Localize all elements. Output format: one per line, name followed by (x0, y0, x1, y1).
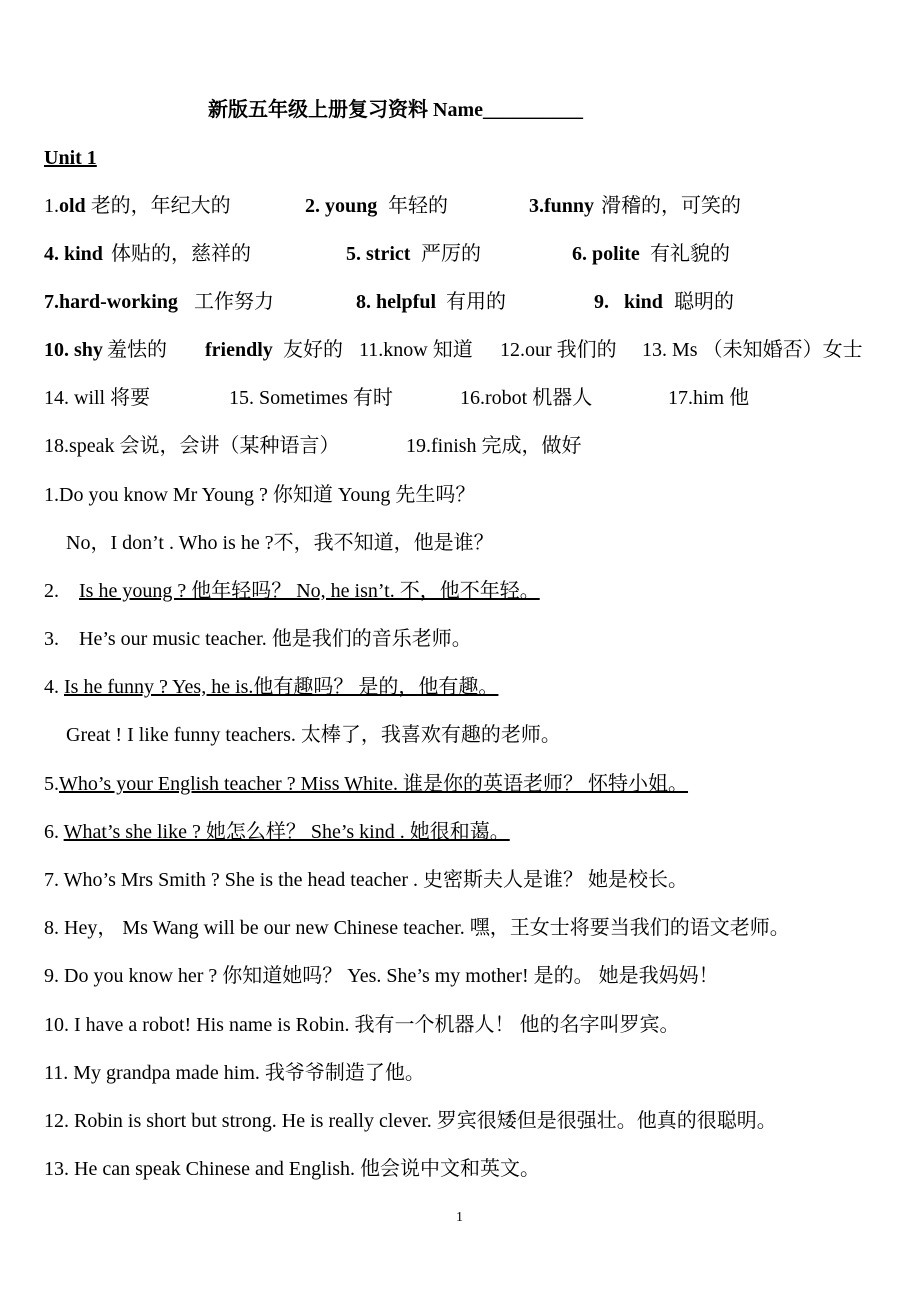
vocab-friendly-word: friendly (205, 339, 273, 361)
page-title: 新版五年级上册复习资料 Name__________ (208, 99, 583, 121)
sentence-2-text: Is he young ? 他年轻吗？ No, he isn’t. 不，他不年轻。 (79, 580, 540, 602)
sentence-6-text: What’s she like ? 她怎么样？ She’s kind . 她很和蔼。 (63, 821, 510, 843)
vocab-17: 17.him 他 (668, 387, 750, 409)
vocab-10-word: 10. shy (44, 339, 103, 361)
vocab-6-word: 6. polite (572, 243, 640, 265)
sentence-4-text: Is he funny ? Yes, he is.他有趣吗？ 是的，他有趣。 (64, 676, 499, 698)
sentence-5 (44, 771, 688, 797)
sentence-12: 12. Robin is short but strong. He is really clever. 罗宾很矮但是很强壮。他真的很聪明。 (44, 1110, 777, 1132)
sentence-4 (44, 674, 498, 700)
vocab-9-meaning: 聪明的 (674, 291, 734, 313)
vocab-19: 19.finish 完成，做好 (406, 435, 582, 457)
sentence-3-number: 3. (44, 628, 59, 650)
vocab-7-meaning: 工作努力 (194, 291, 274, 313)
sentence-13: 13. He can speak Chinese and English. 他会说中文和英文。 (44, 1158, 541, 1180)
sentence-7: 7. Who’s Mrs Smith ? She is the head teacher . 史密斯夫人是谁？ 她是校长。 (44, 869, 689, 891)
vocab-2-word: 2. young (305, 195, 378, 217)
sentence-4-number: 4. (44, 676, 64, 698)
unit-heading: Unit 1 (44, 147, 97, 169)
sentence-2-number: 2. (44, 580, 59, 602)
vocab-8-word: 8. helpful (356, 291, 437, 313)
vocab-10-meaning: 羞怯的 (107, 339, 167, 361)
sentence-11: 11. My grandpa made him. 我爷爷制造了他。 (44, 1062, 425, 1084)
sentence-6-number: 6. (44, 821, 64, 843)
sentence-1-reply: No，I don’t . Who is he ?不，我不知道，他是谁？ (66, 532, 494, 554)
vocab-11: 11.know 知道 (359, 339, 473, 361)
vocab-8-meaning: 有用的 (446, 291, 506, 313)
sentence-5-number: 5. (44, 773, 59, 795)
sentence-6 (44, 819, 510, 845)
vocab-1: 1.old 老的，年纪大的 (44, 195, 231, 217)
vocab-5-meaning: 严厉的 (421, 243, 481, 265)
vocab-13: 13. Ms （未知婚否）女士 (642, 339, 863, 361)
vocab-4-meaning: 体贴的，慈祥的 (111, 243, 251, 265)
vocab-12: 12.our 我们的 (500, 339, 617, 361)
sentence-3 (44, 626, 472, 652)
vocab-9-word: 9. kind (594, 291, 663, 313)
sentence-5-text: Who’s your English teacher ? Miss White. 谁是你的英语老师？ 怀特小姐。 (59, 773, 689, 795)
vocab-18: 18.speak 会说，会讲（某种语言） (44, 435, 340, 457)
vocab-6-meaning: 有礼貌的 (650, 243, 730, 265)
vocab-5-word: 5. strict (346, 243, 411, 265)
sentence-10: 10. I have a robot! His name is Robin. 我有一个机器人！ 他的名字叫罗宾。 (44, 1014, 680, 1036)
vocab-2-meaning: 年轻的 (388, 195, 448, 217)
vocab-7-word: 7.hard-working (44, 291, 178, 313)
vocab-3-meaning: 滑稽的，可笑的 (601, 195, 741, 217)
sentence-3-text: He’s our music teacher. 他是我们的音乐老师。 (79, 628, 472, 650)
vocab-14: 14. will 将要 (44, 387, 151, 409)
page-number: 1 (456, 1210, 463, 1225)
sentence-9: 9. Do you know her ? 你知道她吗？ Yes. She’s my mother! 是的。 她是我妈妈！ (44, 965, 719, 987)
vocab-friendly-meaning: 友好的 (283, 339, 343, 361)
sentence-2 (44, 578, 540, 604)
sentence-1: 1.Do you know Mr Young ? 你知道 Young 先生吗？ (44, 484, 476, 506)
vocab-4-word: 4. kind (44, 243, 103, 265)
vocab-15: 15. Sometimes 有时 (229, 387, 393, 409)
sentence-4-reply: Great ! I like funny teachers. 太棒了，我喜欢有趣的老师。 (66, 724, 561, 746)
vocab-3-word: 3.funny (529, 195, 595, 217)
sentence-8: 8. Hey， Ms Wang will be our new Chinese teacher. 嘿，王女士将要当我们的语文老师。 (44, 917, 790, 939)
vocab-16: 16.robot 机器人 (460, 387, 593, 409)
